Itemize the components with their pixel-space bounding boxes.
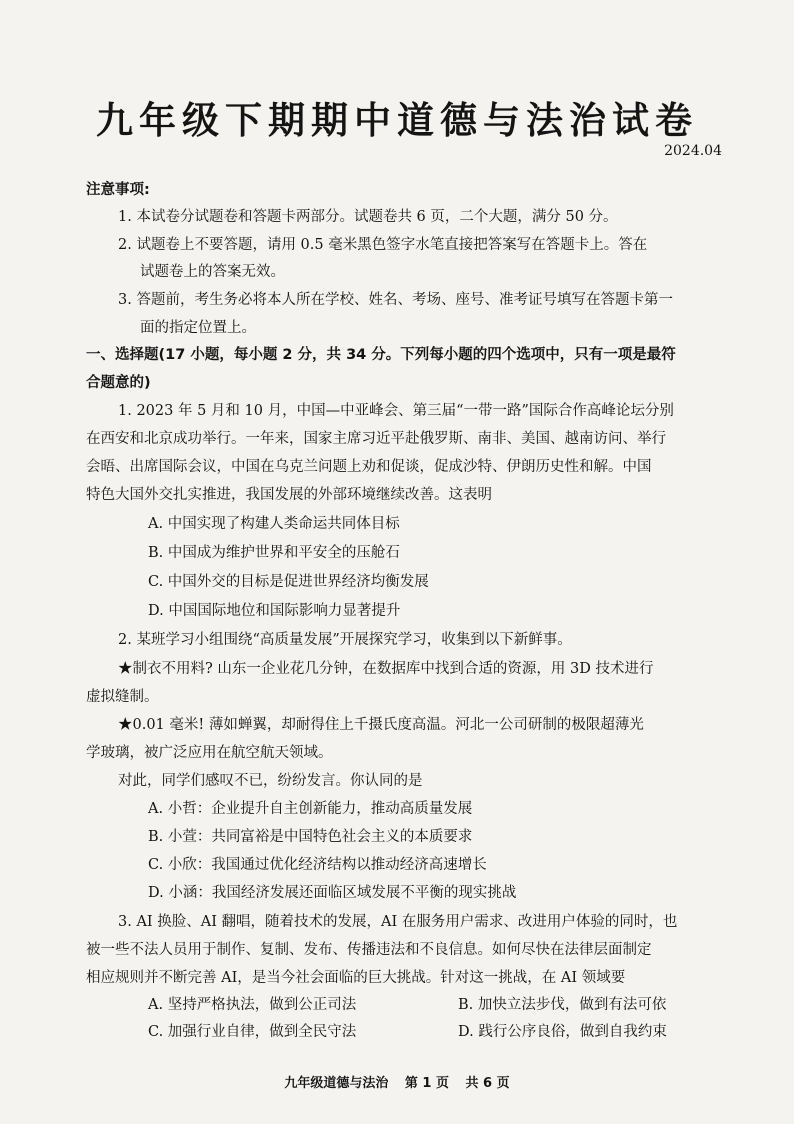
question-3-option-a: A. 坚持严格执法，做到公正司法 (148, 997, 357, 1013)
footer-total-pages: 共 6 页 (465, 1076, 510, 1091)
notice-item-3-line-1: 3. 答题前，考生务必将本人所在学校、姓名、考场、座号、准考证号填写在答题卡第一 (118, 292, 673, 308)
question-1-stem-line-4: 特色大国外交扎实推进，我国发展的外部环境继续改善。这表明 (86, 487, 492, 503)
question-3-stem-line-1: 3. AI 换脸、AI 翻唱，随着技术的发展，AI 在服务用户需求、改进用户体验的同时，也 (118, 914, 678, 930)
section-1-heading-line-1: 一、选择题(17 小题，每小题 2 分，共 34 分。下列每小题的四个选项中，只有一项是最符 (86, 347, 676, 363)
question-3-stem-line-2: 被一些不法人员用于制作、复制、发布、传播违法和不良信息。如何尽快在法律层面制定 (86, 942, 652, 958)
footer-subject: 九年级道德与法治 (284, 1076, 389, 1091)
question-2-option-b: B. 小萱：共同富裕是中国特色社会主义的本质要求 (148, 829, 473, 845)
question-2-option-a: A. 小哲：企业提升自主创新能力，推动高质量发展 (148, 801, 473, 817)
question-2-option-c: C. 小欣：我国通过优化经济结构以推动经济高速增长 (148, 857, 487, 873)
question-1-stem-line-2: 在西安和北京成功举行。一年来，国家主席习近平赴俄罗斯、南非、美国、越南访问、举行 (86, 431, 666, 447)
notice-item-2-line-1: 2. 试题卷上不要答题，请用 0.5 毫米黑色签字水笔直接把答案写在答题卡上。答在 (118, 237, 648, 253)
question-2-material-1-line-1: ★制衣不用料? 山东一企业花几分钟，在数据库中找到合适的资源，用 3D 技术进行 (118, 661, 654, 677)
section-1-heading-line-2: 合题意的) (86, 375, 151, 391)
question-2-material-1-line-2: 虚拟缝制。 (86, 689, 159, 705)
exam-title: 九年级下期期中道德与法治试卷 (96, 99, 698, 142)
question-3-option-d: D. 践行公序良俗，做到自我约束 (458, 1024, 667, 1040)
question-3-stem-line-3: 相应规则并不断完善 AI，是当今社会面临的巨大挑战。针对这一挑战，在 AI 领域要 (86, 970, 626, 986)
notice-item-1: 1. 本试卷分试题卷和答题卡两部分。试题卷共 6 页，二个大题，满分 50 分。 (118, 209, 618, 225)
question-1-option-a: A. 中国实现了构建人类命运共同体目标 (148, 516, 400, 532)
question-1-stem-line-1: 1. 2023 年 5 月和 10 月，中国—中亚峰会、第三届“一带一路”国际合作高峰论坛分别 (118, 403, 674, 419)
page-footer (0, 1072, 794, 1091)
question-3-option-c: C. 加强行业自律，做到全民守法 (148, 1024, 357, 1040)
notice-item-3-line-2: 面的指定位置上。 (140, 320, 256, 336)
question-2-stem: 2. 某班学习小组围绕“高质量发展”开展探究学习，收集到以下新鲜事。 (118, 632, 572, 648)
question-2-material-2-line-1: ★0.01 毫米! 薄如蝉翼，却耐得住上千摄氏度高温。河北一公司研制的极限超薄光 (118, 717, 644, 733)
footer-page-number: 第 1 页 (404, 1076, 449, 1091)
question-1-option-b: B. 中国成为维护世界和平安全的压舱石 (148, 545, 400, 561)
exam-date: 2024.04 (664, 143, 722, 159)
question-1-option-c: C. 中国外交的目标是促进世界经济均衡发展 (148, 574, 429, 590)
question-1-stem-line-3: 会晤、出席国际会议，中国在乌克兰问题上劝和促谈，促成沙特、伊朗历史性和解。中国 (86, 459, 652, 475)
question-2-prompt: 对此，同学们感叹不已，纷纷发言。你认同的是 (118, 773, 423, 789)
question-2-material-2-line-2: 学玻璃，被广泛应用在航空航天领域。 (86, 745, 333, 761)
notice-heading: 注意事项: (86, 182, 150, 198)
question-3-option-b: B. 加快立法步伐，做到有法可依 (458, 997, 667, 1013)
question-1-option-d: D. 中国国际地位和国际影响力显著提升 (148, 603, 401, 619)
question-2-option-d: D. 小涵：我国经济发展还面临区域发展不平衡的现实挑战 (148, 885, 517, 901)
notice-item-2-line-2: 试题卷上的答案无效。 (140, 264, 285, 280)
